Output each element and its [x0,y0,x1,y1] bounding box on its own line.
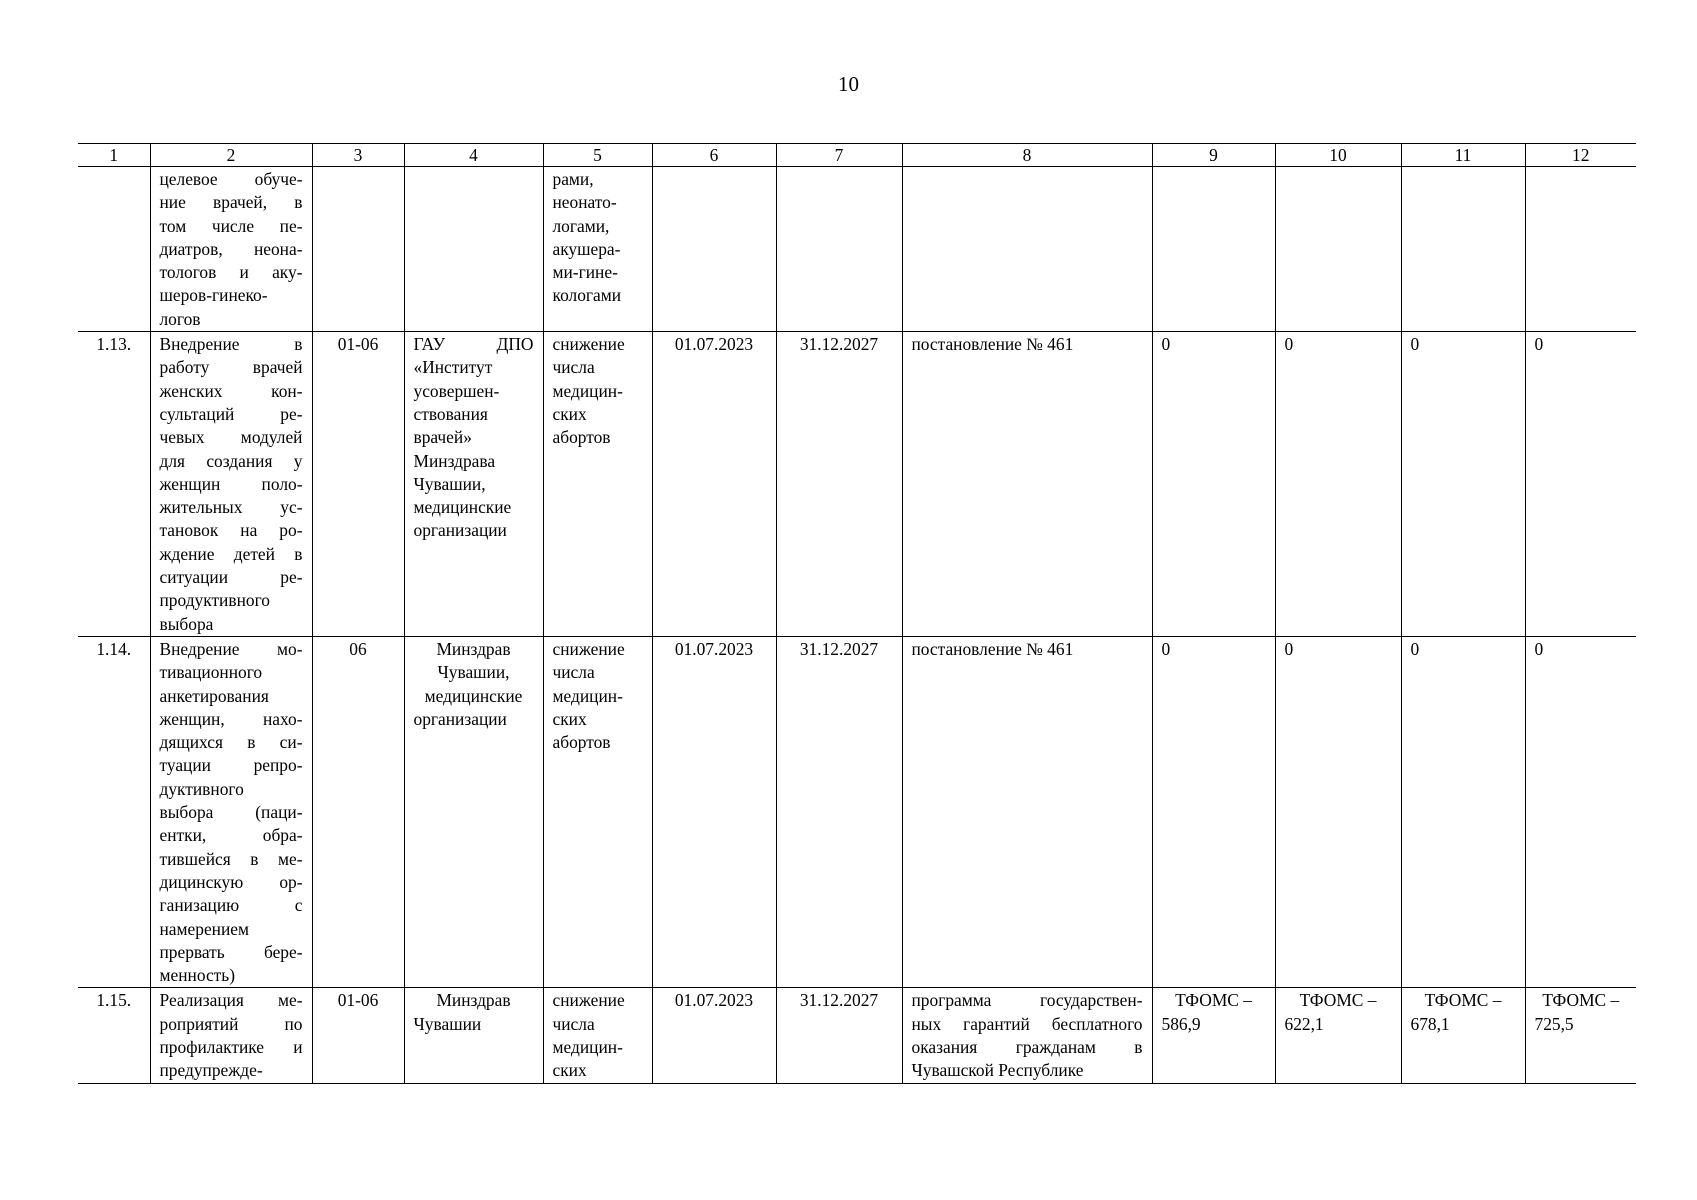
cell-line: ганизацию с [159,895,303,916]
cell-line: числа [552,662,595,683]
cell-title [150,988,312,1083]
cell-line: числа [552,1013,595,1034]
cell-result [543,988,652,1083]
cell-line: Чувашии [413,1013,482,1034]
cell-line: тившейся в ме- [159,848,303,869]
column-number: 3 [312,144,404,167]
cell-line: дуктивного [159,778,244,799]
cell-line: тивационного [159,662,263,683]
cell-executor [404,167,543,332]
continuation-row [78,167,1636,332]
cell-line: 0 [1161,334,1171,355]
cell-line: усовершен- [413,380,500,401]
cell-line: тановок на ро- [159,520,303,541]
cell-line: женских кон- [159,380,303,401]
cell-line: ТФОМС – [1175,990,1252,1011]
cell-line: ентки, обра- [159,825,303,846]
cell-line: Чувашии, [413,473,486,494]
cell-line: ТФОМС – [1424,990,1502,1011]
cell-line: оказания гражданам в [911,1036,1143,1057]
cell-line: «Институт [413,357,493,378]
cell-line: 678,1 [1410,1013,1450,1034]
cell-code [312,167,404,332]
cell-code: 01-06 [312,988,404,1083]
cell-start: 01.07.2023 [652,332,776,637]
cell-executor [404,636,543,987]
cell-line: абортов [552,732,611,753]
column-number: 4 [404,144,543,167]
cell-line: намерением [159,918,250,939]
cell-value [1152,332,1275,637]
cell-line: ских [552,1060,587,1081]
cell-line: логами, [552,215,610,236]
column-number: 1 [78,144,150,167]
cell-line: менность) [159,965,236,986]
cell-line: ГАУ ДПО [413,334,534,355]
cell-start [652,167,776,332]
cell-line: дящихся в си- [159,732,303,753]
cell-line: для создания у [159,450,303,471]
table-row [78,332,1636,637]
cell-value [1525,636,1636,987]
column-number: 9 [1152,144,1275,167]
cell-line: врачей» [413,427,472,448]
cell-line: ждение детей в [159,543,303,564]
cell-number: 1.15. [78,988,150,1083]
cell-line: шеров-гинеко- [159,285,268,306]
cell-line: числа [552,357,595,378]
cell-line: ских [552,403,587,424]
cell-line: диатров, неона- [159,238,303,259]
cell-value [1275,988,1401,1083]
column-number: 5 [543,144,652,167]
cell-line: рами, [552,169,594,189]
cell-line: постановление № 461 [911,334,1074,355]
cell-number: 1.13. [78,332,150,637]
cell-line: прервать бере- [159,941,303,962]
column-number-row [78,144,1636,167]
cell-line: тологов и аку- [159,262,303,283]
cell-line: медицин- [552,1036,623,1057]
cell-basis [902,167,1152,332]
cell-executor [404,988,543,1083]
cell-number [78,167,150,332]
cell-line: снижение [552,990,625,1011]
cell-line: программа государствен- [911,990,1143,1011]
column-number: 7 [776,144,902,167]
cell-line: абортов [552,427,611,448]
cell-line: медицинские [424,685,523,706]
cell-title [150,167,312,332]
cell-line: 0 [1284,334,1294,355]
column-number: 6 [652,144,776,167]
column-number: 2 [150,144,312,167]
cell-line: ных гарантий бесплатного [911,1013,1143,1034]
cell-line: целевое обуче- [159,169,303,189]
cell-basis [902,636,1152,987]
cell-line: Минздрава [413,450,496,471]
cell-line: женщин поло- [159,473,303,494]
cell-line: ние врачей, в [159,192,303,213]
cell-executor [404,332,543,637]
cell-value [1401,167,1525,332]
cell-value [1525,988,1636,1083]
cell-code: 06 [312,636,404,987]
cell-line: постановление № 461 [911,638,1074,659]
cell-value [1401,332,1525,637]
cell-line: анкетирования [159,685,269,706]
cell-line: ТФОМС – [1542,990,1620,1011]
cell-result [543,332,652,637]
cell-result [543,636,652,987]
cell-start: 01.07.2023 [652,636,776,987]
cell-line: снижение [552,638,625,659]
column-number: 10 [1275,144,1401,167]
cell-value [1152,988,1275,1083]
cell-line: ствования [413,403,488,424]
cell-line: организации [413,520,507,541]
cell-value [1525,332,1636,637]
cell-value [1152,636,1275,987]
cell-line: 0 [1410,638,1420,659]
cell-title [150,636,312,987]
cell-line: медицинские [413,497,512,518]
cell-line: ских [552,708,587,729]
cell-line: продуктивного [159,590,270,611]
cell-line: туации репро- [159,755,303,776]
cell-line: сультаций ре- [159,403,303,424]
cell-end [776,167,902,332]
cell-end: 31.12.2027 [776,636,902,987]
cell-value [1275,332,1401,637]
cell-line: Чувашии, [437,662,510,683]
cell-line: Минздрав [436,990,511,1011]
cell-line: 0 [1410,334,1420,355]
cell-line: 586,9 [1161,1013,1201,1034]
cell-line: организации [413,708,507,729]
cell-line: Реализация ме- [159,990,303,1011]
cell-line: дицинскую ор- [159,871,303,892]
cell-line: жительных ус- [159,497,303,518]
cell-basis [902,332,1152,637]
cell-line: кологами [552,285,622,306]
cell-line: работу врачей [159,357,303,378]
cell-line: выбора (паци- [159,802,303,823]
cell-line: Минздрав [436,638,511,659]
cell-line: ситуации ре- [159,567,303,588]
cell-line: медицин- [552,380,623,401]
cell-line: ми-гине- [552,262,618,283]
cell-line: женщин, нахо- [159,708,303,729]
table-row [78,636,1636,987]
cell-line: неонато- [552,192,617,213]
cell-line: Чувашской Республике [911,1060,1084,1081]
column-number: 8 [902,144,1152,167]
cell-line: предупрежде- [159,1060,263,1081]
cell-value [1525,167,1636,332]
cell-end: 31.12.2027 [776,988,902,1083]
cell-line: 0 [1534,638,1544,659]
cell-line: ТФОМС – [1299,990,1377,1011]
cell-line: выбора [159,613,214,634]
cell-line: 0 [1161,638,1171,659]
page-number: 10 [838,72,859,96]
cell-line: 622,1 [1284,1013,1324,1034]
cell-title [150,332,312,637]
cell-line: чевых модулей [159,427,303,448]
cell-basis [902,988,1152,1083]
cell-line: логов [159,308,201,329]
cell-line: медицин- [552,685,623,706]
cell-value [1152,167,1275,332]
column-number: 11 [1401,144,1525,167]
column-number: 12 [1525,144,1636,167]
cell-start: 01.07.2023 [652,988,776,1083]
cell-line: том числе пе- [159,215,303,236]
cell-end: 31.12.2027 [776,332,902,637]
cell-line: Внедрение в [159,334,303,355]
cell-number: 1.14. [78,636,150,987]
cell-value [1401,988,1525,1083]
cell-value [1275,167,1401,332]
table-row [78,988,1636,1083]
cell-line: снижение [552,334,625,355]
cell-result [543,167,652,332]
cell-code: 01-06 [312,332,404,637]
cell-line: 725,5 [1534,1013,1574,1034]
cell-line: роприятий по [159,1013,303,1034]
cell-value [1401,636,1525,987]
cell-line: 0 [1534,334,1544,355]
cell-value [1275,636,1401,987]
cell-line: профилактике и [159,1036,303,1057]
cell-line: Внедрение мо- [159,638,303,659]
cell-line: акушера- [552,238,621,259]
cell-line: 0 [1284,638,1294,659]
measures-table [78,143,1636,1084]
